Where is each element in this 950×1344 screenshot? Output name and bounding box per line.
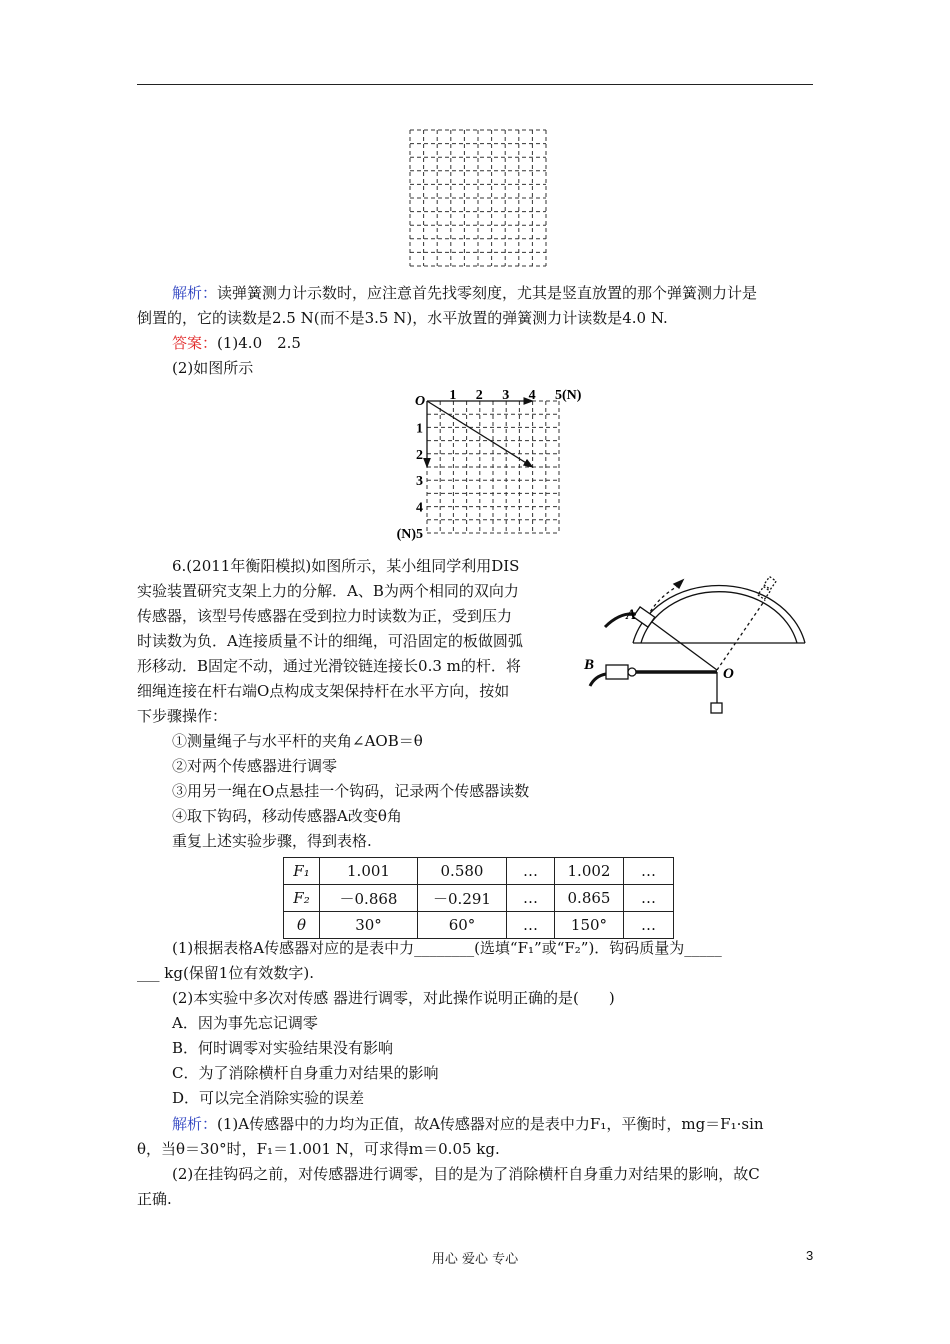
problem-6-line: 6.(2011年衡阳模拟)如图所示，某小组同学利用DIS	[172, 557, 520, 575]
table-cell: 1.001	[320, 858, 418, 885]
table-cell: …	[507, 858, 555, 885]
problem-6-line: 实验装置研究支架上力的分解．A、B为两个相同的双向力	[137, 582, 519, 600]
problem-6-line: 细绳连接在杆右端O点构成支架保持杆在水平方向，按如	[137, 682, 510, 700]
table-cell: …	[507, 912, 555, 939]
analysis-text: (1)A传感器中的力均为正值，故A传感器对应的是表中力F₁，平衡时，mg＝F₁·sin	[217, 1115, 764, 1133]
option-b: B．何时调零对实验结果没有影响	[172, 1039, 394, 1057]
option-c: C．为了消除横杆自身重力对结果的影响	[172, 1064, 439, 1082]
option-d: D．可以完全消除实验的误差	[172, 1089, 365, 1107]
row-header: F₂	[284, 885, 320, 912]
answer-label: 答案：	[172, 334, 218, 352]
row-header: F₁	[284, 858, 320, 885]
procedure-step: ①测量绳子与水平杆的夹角∠AOB＝θ	[172, 732, 423, 750]
page-number: 3	[806, 1248, 814, 1263]
procedure-step: ④取下钩码，移动传感器A改变θ角	[172, 807, 402, 825]
table-cell: 0.580	[418, 858, 507, 885]
problem-6-line: 下步骤操作：	[137, 707, 228, 725]
force-diagram	[395, 388, 595, 548]
data-table	[283, 857, 674, 939]
table-row	[284, 912, 674, 939]
analysis-text: 读弹簧测力计示数时，应注意首先找零刻度，尤其是竖直放置的那个弹簧测力计是	[217, 284, 758, 302]
table-cell: …	[624, 912, 674, 939]
label-o: O	[723, 666, 734, 682]
analysis-label: 解析：	[172, 284, 218, 302]
procedure-step: ③用另一绳在O点悬挂一个钩码，记录两个传感器读数	[172, 782, 530, 800]
procedure-step: ②对两个传感器进行调零	[172, 757, 338, 775]
analysis-label: 解析：	[172, 1115, 218, 1133]
table-cell: 150°	[555, 912, 624, 939]
table-cell: …	[507, 885, 555, 912]
analysis-2-line-3: (2)在挂钩码之前，对传感器进行调零，目的是为了消除横杆自身重力对结果的影响，故C	[172, 1165, 760, 1183]
table-cell: …	[624, 885, 674, 912]
header-rule	[137, 84, 813, 85]
x-tick-label: 3	[502, 388, 510, 403]
row-header: θ	[284, 912, 320, 939]
repeat-note: 重复上述实验步骤，得到表格.	[172, 832, 372, 850]
y-tick-label: 4	[416, 500, 423, 516]
table-cell: －0.868	[320, 885, 418, 912]
blank-grid-figure	[410, 130, 550, 270]
table-cell: －0.291	[418, 885, 507, 912]
origin-label: O	[415, 394, 426, 409]
question-1-line-2: ___ kg(保留1位有效数字).	[137, 964, 314, 982]
x-tick-label: 1	[449, 388, 457, 403]
table-cell: 60°	[418, 912, 507, 939]
answer-part-2: (2)如图所示	[172, 359, 254, 377]
analysis-1-line-2: 倒置的，它的读数是2.5 N(而不是3.5 N)，水平放置的弹簧测力计读数是4.0 N.	[137, 309, 668, 327]
question-2: (2)本实验中多次对传感 器进行调零，对此操作说明正确的是( )	[172, 989, 615, 1007]
analysis-1-line-1	[172, 281, 757, 306]
x-tick-label: 4	[528, 388, 536, 403]
x-tick-label: 2	[475, 388, 483, 403]
question-1-line-1: (1)根据表格A传感器对应的是表中力________(选填“F₁”或“F₂”)．钩码质量为_____	[172, 939, 722, 957]
analysis-2-line-1	[172, 1112, 764, 1137]
x-tick-label: 5(N)	[555, 388, 582, 403]
problem-6-line: 形移动．B固定不动，通过光滑铰链连接长0.3 m的杆．将	[137, 657, 521, 675]
table-cell: 1.002	[555, 858, 624, 885]
table-row	[284, 858, 674, 885]
table-cell: 30°	[320, 912, 418, 939]
analysis-2-line-4: 正确.	[137, 1190, 172, 1208]
apparatus-diagram	[575, 562, 825, 722]
option-a: A．因为事先忘记调零	[172, 1014, 318, 1032]
problem-6-line: 时读数为负．A连接质量不计的细绳，可沿固定的板做圆弧	[137, 632, 523, 650]
y-tick-label: 3	[416, 474, 423, 490]
y-tick-label: 2	[416, 447, 423, 463]
table-row	[284, 885, 674, 912]
y-tick-label: 1	[416, 421, 423, 437]
footer-slogan: 用心 爱心 专心	[431, 1252, 519, 1267]
problem-6-line: 传感器，该型号传感器在受到拉力时读数为正，受到压力	[137, 607, 513, 625]
label-a: A	[626, 607, 637, 623]
answer-line	[172, 331, 301, 356]
table-cell: …	[624, 858, 674, 885]
y-tick-label: (N)5	[396, 527, 423, 542]
analysis-2-line-2: θ，当θ＝30°时，F₁＝1.001 N，可求得m＝0.05 kg.	[137, 1140, 500, 1158]
label-b: B	[584, 657, 595, 673]
answer-part-1: (1)4.0 2.5	[217, 334, 301, 352]
table-cell: 0.865	[555, 885, 624, 912]
